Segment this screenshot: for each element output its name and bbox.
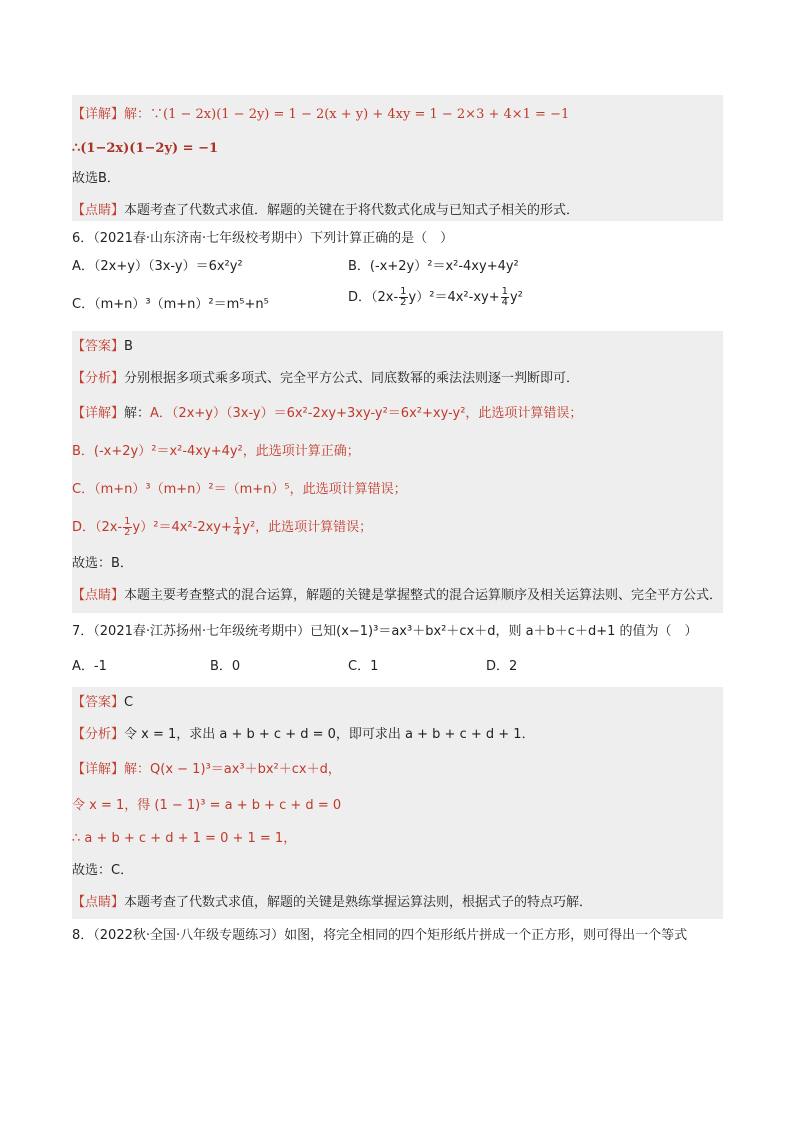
q7-option-b: B．0	[210, 659, 241, 674]
q6-detail-a-text: A．（2x+y）（3x-y）＝6x²-2xy+3xy-y²＝6x²+xy-y²，此选项计算错误；	[150, 406, 583, 421]
comment-tag: 【点睛】	[72, 203, 125, 218]
q6-analysis	[72, 363, 723, 395]
q5-detail-line	[72, 105, 723, 129]
q6-comment	[72, 581, 723, 613]
frac-den: 4	[233, 527, 241, 538]
detail-tag: 【详解】	[72, 406, 125, 421]
q6-choice: 故选：B．	[72, 556, 133, 571]
q5-choice: 故选B．	[72, 171, 120, 186]
analysis-tag: 【分析】	[72, 371, 125, 386]
fraction-quarter	[233, 517, 241, 538]
analysis-tag: 【分析】	[72, 727, 125, 742]
q7-option-d: D．2	[486, 659, 518, 674]
fraction-half	[399, 287, 407, 308]
q6-option-c: C．（m+n）³（m+n）²＝m⁵+n⁵	[72, 297, 269, 312]
q7-option-c: C．1	[348, 659, 379, 674]
q5-conclusion	[72, 139, 723, 159]
frac-den: 4	[501, 297, 508, 308]
frac-num: 1	[124, 516, 131, 527]
q6-stem: 6．（2021春·山东济南·七年级校考期中）下列计算正确的是（ ）	[72, 231, 454, 246]
q6-options-row1	[72, 249, 723, 283]
detail-tag: 【详解】	[72, 762, 125, 777]
q7-solution-block	[72, 687, 723, 919]
frac-den: 2	[400, 297, 407, 308]
q6-solution-block	[72, 331, 723, 613]
q6-options-row2	[72, 283, 723, 323]
comment-tag: 【点睛】	[72, 895, 125, 910]
q6-detail-b: B．(-x+2y）²＝x²-4xy+4y²，此选项计算正确；	[72, 444, 360, 459]
fraction-half	[123, 517, 131, 538]
q7-analysis-text: 令 x = 1，求出 a + b + c + d = 0，即可求出 a + b + c + d + 1．	[124, 727, 535, 742]
q6-analysis-text: 分别根据多项式乘多项式、完全平方公式、同底数幂的乘法法则逐一判断即可．	[124, 371, 580, 386]
q7-detail-2: 令 x = 1，得 (1 − 1)³ = a + b + c + d = 0	[72, 798, 342, 813]
q5-comment-text: 本题考查了代数式求值．解题的关键在于将代数式化成与已知式子相关的形式．	[124, 203, 580, 218]
q6-detail-d-post: y²，此选项计算错误；	[242, 520, 373, 535]
q7-answer	[72, 687, 723, 719]
q6-detail-d	[72, 509, 723, 547]
comment-tag: 【点睛】	[72, 588, 125, 603]
q7-analysis	[72, 719, 723, 751]
q7-comment	[72, 887, 723, 919]
q7-detail-1-text: 解：Q(x − 1)³＝ax³＋bx²＋cx＋d，	[124, 762, 341, 777]
q7-detail-1	[72, 751, 723, 789]
q7-comment-text: 本题考查了代数式求值，解题的关键是熟练掌握运算法则，根据式子的特点巧解．	[124, 895, 593, 910]
q7-choice: 故选：C．	[72, 863, 134, 878]
q7-answer-value: C	[124, 695, 134, 710]
q6-detail-d-pre: D．（2x-	[72, 520, 123, 535]
q6-comment-text: 本题主要考查整式的混合运算，解题的关键是掌握整式的混合运算顺序及相关运算法则、完全平方公式．	[124, 588, 723, 603]
q6-option-d-mid: y）²＝4x²-xy+	[408, 290, 500, 305]
q6-answer-value: B	[124, 339, 133, 354]
q7-detail-3: ∴ a + b + c + d + 1 = 0 + 1 = 1，	[72, 831, 297, 846]
q7-stem: 7．（2021春·江苏扬州·七年级统考期中）已知(x−1)³＝ax³＋bx²＋cx＋d，则 a＋b＋c＋d+1 的值为（ ）	[72, 624, 698, 639]
q5-detail-text: 解：∵(1 − 2x)(1 − 2y) = 1 − 2(x + y) + 4xy = 1 − 2×3 + 4×1 = −1	[124, 107, 570, 122]
frac-den: 2	[124, 527, 131, 538]
q7-option-a: A．-1	[72, 659, 107, 674]
q8-stem: 8．（2022秋·全国·八年级专题练习）如图，将完全相同的四个矩形纸片拼成一个正方形，则可得出一个等式	[72, 928, 688, 943]
q5-comment	[72, 201, 723, 221]
fraction-quarter	[501, 287, 509, 308]
q5-conclusion-text: ∴(1−2x)(1−2y) = −1	[72, 141, 219, 156]
q6-detail-a	[72, 395, 723, 433]
answer-tag: 【答案】	[72, 339, 125, 354]
document-body	[72, 95, 723, 953]
q6-detail-c: C．（m+n）³（m+n）²＝（m+n）⁵，此选项计算错误；	[72, 482, 407, 497]
q5-solution-block	[72, 95, 723, 221]
q7-options	[72, 651, 723, 685]
q6-option-d-post: y²	[509, 290, 523, 305]
frac-num: 1	[233, 516, 241, 527]
q6-option-a: A．（2x+y）（3x-y）＝6x²y²	[72, 259, 243, 274]
q6-option-d	[348, 287, 523, 308]
answer-tag: 【答案】	[72, 695, 125, 710]
q6-answer	[72, 331, 723, 363]
detail-tag: 【详解】	[72, 107, 125, 122]
q6-detail-d-mid: y）²＝4x²-2xy+	[132, 520, 232, 535]
q6-option-b: B．(-x+2y）²＝x²-4xy+4y²	[348, 259, 519, 274]
frac-num: 1	[400, 286, 407, 297]
q6-detail-pre: 解：	[124, 406, 151, 421]
frac-num: 1	[501, 286, 508, 297]
q6-option-d-pre: D．（2x-	[348, 290, 399, 305]
